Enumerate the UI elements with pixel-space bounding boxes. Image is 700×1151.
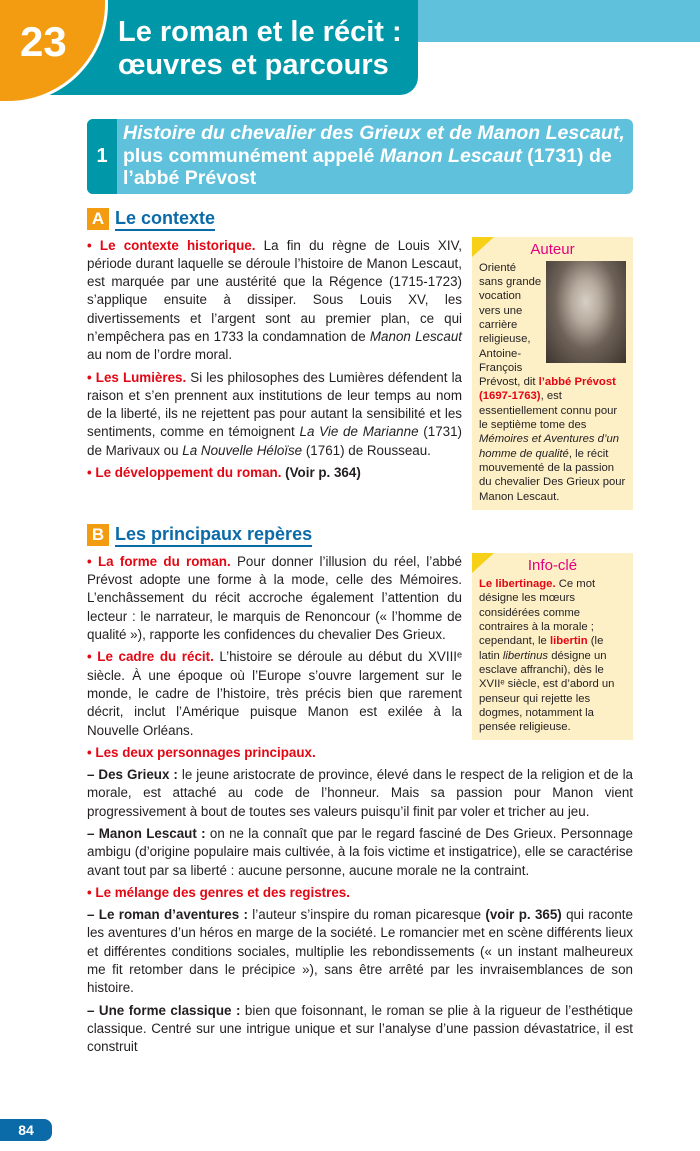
text-run: • Le développement du roman. — [87, 465, 282, 481]
paragraph — [87, 369, 462, 460]
paragraph — [87, 766, 633, 821]
part-b-text — [87, 553, 462, 766]
text-run: • Les Lumières. — [87, 369, 187, 385]
text-run: – Une forme classique : — [87, 1002, 241, 1018]
paragraph — [87, 237, 462, 365]
text-run: (1731) de Marivaux ou — [87, 424, 462, 458]
paragraph — [87, 553, 462, 644]
text-run: (Voir p. 364) — [281, 465, 361, 481]
text-run: (1731) de l’abbé Prévost — [123, 144, 612, 189]
chapter-title — [118, 16, 408, 82]
paragraph — [87, 825, 633, 880]
chapter-title-line: œuvres et parcours — [118, 49, 389, 81]
part-a-row — [87, 237, 633, 510]
text-run: Mémoires et Aventures d’un homme de qualité — [479, 433, 620, 460]
text-run: Histoire du chevalier des Grieux et de Manon Lescaut, — [123, 122, 625, 144]
corner-triangle-icon — [472, 553, 494, 573]
chapter-number: 23 — [20, 18, 67, 65]
paragraph — [87, 464, 462, 482]
paragraph — [87, 1002, 633, 1057]
text-run: – Le roman d’aventures : — [87, 907, 248, 923]
text-run: La Vie de Marianne — [299, 424, 419, 440]
text-run: on ne la connaît que par le regard fasciné de Des Grieux. Personnage ambigu (d’origine populaire mais cultivée, à la fois victime et instigatrice), elle se caractérise avant tout par sa liberté : aucune personne, aucune morale ne la contraint. — [87, 826, 633, 878]
text-run: • Les deux personnages principaux. — [87, 744, 316, 760]
text-run: (1761) de Rousseau. — [302, 442, 431, 458]
part-title: Le contexte — [115, 208, 215, 231]
box-title: Auteur — [530, 240, 575, 258]
corner-triangle-icon — [472, 237, 494, 257]
author-portrait — [546, 261, 626, 363]
paragraph — [87, 744, 462, 762]
text-run: Si les philosophes des Lumières défendent la raison et s’en prennent aux institutions de leur temps au nom de la liberté, ils ne rejettent pas pour autant la sensibilité et les sentiments, comme en témoignent — [87, 369, 462, 440]
text-run: l’auteur s’inspire du roman picaresque — [247, 907, 486, 923]
text-run: La fin du règne de Louis XIV, période durant laquelle se déroule l’histoire de Manon Lescaut, est marquée par une austérité que la Régence (1715-1723) s’applique ensuite à dissiper. Sous Louis XV, les divertissements et l’argent sont au premier plan, ce qui n’empêchera pas en 1733 la condamnation de — [87, 237, 462, 344]
part-a-heading — [87, 208, 633, 231]
text-run: • Le contexte historique. — [87, 237, 256, 253]
section-1-banner — [87, 119, 633, 194]
part-title: Les principaux repères — [115, 524, 312, 547]
text-run: (voir p. 365) — [485, 907, 562, 923]
text-run: Manon Lescaut — [369, 328, 462, 344]
text-run: au nom de l’ordre moral. — [87, 347, 233, 363]
author-box — [472, 237, 633, 510]
text-run: Ce mot désigne les mœurs considérées comme contraires à la morale ; cependant, le — [479, 578, 596, 648]
text-run: – Manon Lescaut : — [87, 826, 206, 841]
text-run: plus communément appelé — [123, 144, 380, 167]
header-bar — [380, 0, 700, 42]
text-run: La Nouvelle Héloïse — [182, 442, 303, 458]
text-run: • Le mélange des genres et des registres. — [87, 884, 350, 900]
info-text — [479, 577, 626, 734]
part-b-heading — [87, 524, 633, 547]
text-run: libertinus — [502, 649, 549, 662]
chapter-title-line: Le roman et le récit : — [118, 16, 402, 48]
text-run: , le récit mouvementé de la passion du chevalier Des Grieux pour Manon Lescaut. — [479, 447, 626, 503]
paragraph — [87, 648, 462, 739]
text-run: Manon Lescaut — [379, 144, 522, 167]
main-content — [87, 119, 633, 1111]
part-b-row — [87, 553, 633, 766]
text-run: L’histoire se déroule au début du XVIIIᵉ siècle. À une époque où l’Europe s’ouvre largement sur le monde, le cadre de l’histoire, très précis bien que rarement décrit, inclut l’Amérique puisque Manon est exilée à la Nouvelle Orléans. — [87, 649, 462, 738]
text-run: l’abbé Prévost (1697-1763) — [479, 376, 616, 403]
text-run: , est essentiellement connu pour le septième tome des — [479, 390, 618, 432]
paragraph — [87, 906, 633, 997]
section-title — [123, 122, 625, 190]
part-letter: B — [87, 524, 109, 546]
text-run: libertin — [549, 635, 588, 648]
text-run: Pour donner l’illusion du réel, l’abbé Prévost adopte une forme à la mode, celle des Mémoires. L’enchâssement du récit accroche également l’attention du lecteur : le narrateur, le marquis de Renoncour (« l’homme de qualité »), rapporte les confidences du chevalier Des Grieux. — [87, 553, 463, 643]
part-a-text — [87, 237, 462, 487]
info-box — [472, 553, 633, 741]
text-run: qui raconte les aventures d’un héros en marge de la société. Le romancier met en scène différents lieux et différentes conditions sociales, multiplie les rebondissements (« un instant malheureux me fit retomber dans le précipice »), sans être arrêté par les invraisemblances de son histoire. — [87, 907, 633, 996]
paragraph — [87, 884, 633, 902]
text-run: bien que foisonnant, le roman se plie à la rigueur de l’esthétique classique. Centré sur une intrigue unique et sur l’analyse d’une passion dévastatrice, il est construit — [87, 1002, 634, 1055]
text-run: Orienté sans grande vocation vers une carrière religieuse, Antoine-François Prévost, dit — [479, 261, 542, 389]
text-run: • Le cadre du récit. — [87, 649, 214, 665]
page-number: 84 — [0, 1119, 52, 1141]
text-run: Le libertinage. — [479, 578, 556, 591]
section-number: 1 — [87, 119, 117, 194]
part-letter: A — [87, 208, 109, 230]
box-title: Info-clé — [527, 556, 578, 574]
text-run: – Des Grieux : — [87, 767, 178, 783]
text-run: (le latin — [479, 635, 604, 662]
text-run: désigne un esclave affranchi), dès le XVIIᵉ siècle, est d’abord un penseur qui rejette les dogmes, notamment la pensée religieuse. — [479, 649, 615, 734]
text-run: • La forme du roman. — [87, 553, 231, 569]
text-run: le jeune aristocrate de province, élevé dans le respect de la religion et de la morale, est attaché au code de l’honneur. Mais sa passion pour Manon vient progressivement à bout de toutes ses valeurs puisqu’il finit par voler et tricher au jeu. — [87, 767, 634, 819]
part-b-full-text — [87, 766, 633, 1056]
